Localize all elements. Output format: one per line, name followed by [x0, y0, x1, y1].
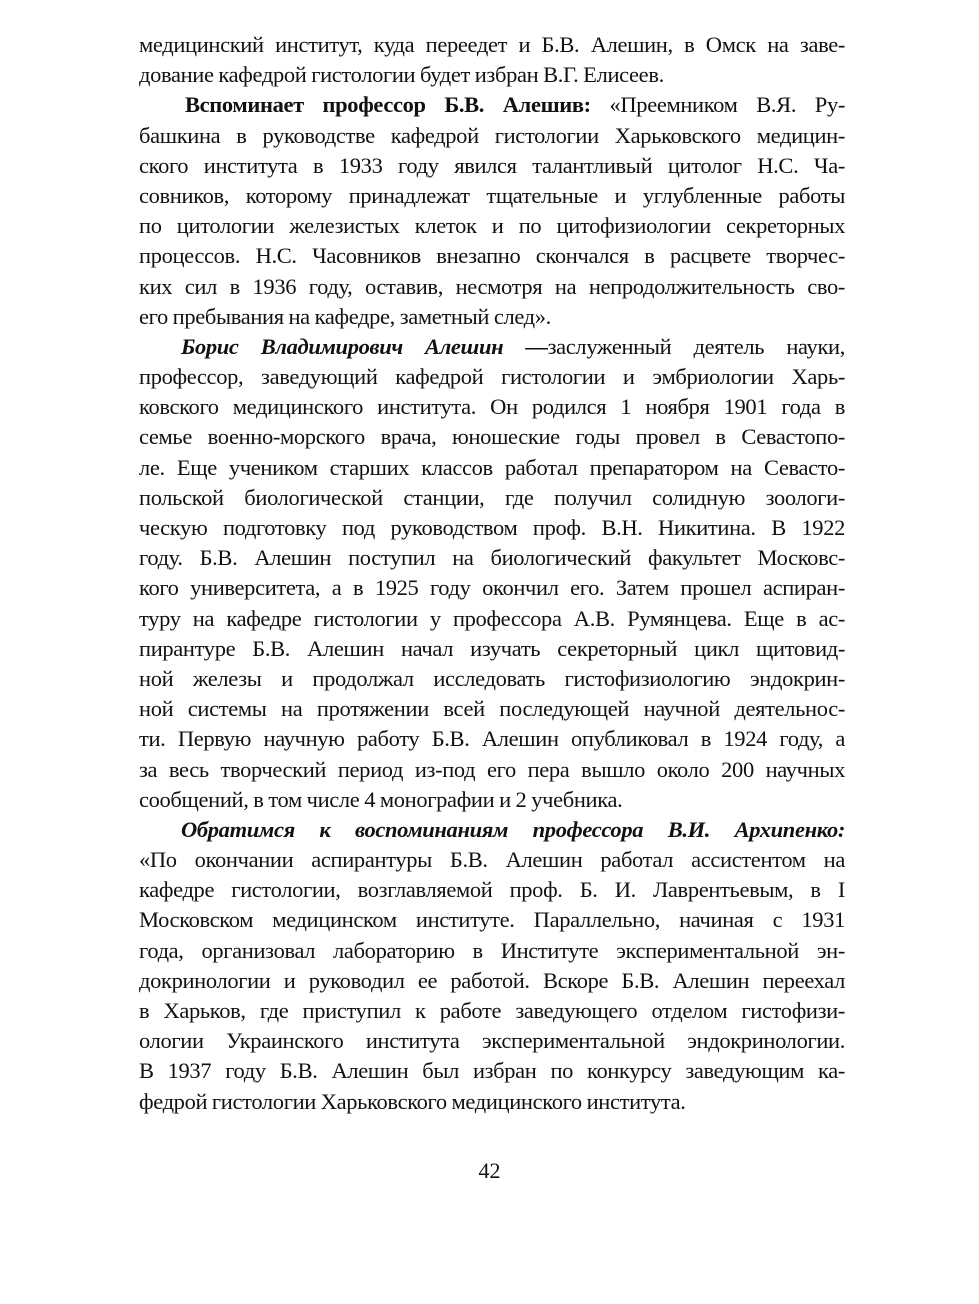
text-line: башкина в руководстве кафедрой гистологии Харьковского медицин- [139, 122, 845, 148]
text-line: профессор, заведующий кафедрой гистологии и эмбриологии Харь- [139, 364, 845, 390]
text-line: пирантуре Б.В. Алешин начал изучать секреторный цикл щитовид- [139, 635, 845, 661]
paragraph-lead-bold: Вспоминает профессор Б.В. Алешив: [185, 92, 591, 118]
text-line: ной системы на протяжении всей последующей научной деятельнос- [139, 696, 845, 722]
text-line: году. Б.В. Алешин поступил на биологический факультет Московс- [139, 545, 845, 571]
paragraph-lead-bold-italic: Борис Владимирович Алешин — [181, 333, 548, 359]
text-line [139, 815, 845, 845]
text-line: ной железы и продолжал исследовать гистофизиологию эндокрин- [139, 665, 845, 691]
text-line: совников, которому принадлежат тщательные и углубленные работы [139, 182, 845, 208]
text-line: кафедре гистологии, возглавляемой проф. Б. И. Лаврентьевым, в I [139, 877, 845, 903]
text-line: ческую подготовку под руководством проф. В.Н. Никитина. В 1922 [139, 515, 845, 540]
text-line: его пребывания на кафедре, заметный след». [139, 303, 551, 329]
text-line: туру на кафедре гистологии у профессора А.В. Румянцева. Еще в ас- [139, 605, 845, 631]
text-line: Московском медицинском институте. Параллельно, начиная с 1931 [139, 907, 845, 933]
text-line: медицинский институт, куда переедет и Б.В. Алешин, в Омск на заве- [139, 32, 845, 57]
text-line: польской биологической станции, где получил солидную зоологи- [139, 484, 845, 510]
text-line: кого университета, а в 1925 году окончил его. Затем прошел аспиран- [139, 575, 845, 601]
page-number: 42 [478, 1158, 501, 1183]
text-line: по цитологии железистых клеток и по цитофизиологии секреторных [139, 213, 845, 239]
text-line: ковского медицинского института. Он родился 1 ноября 1901 года в [139, 394, 845, 420]
text-line: «По окончании аспирантуры Б.В. Алешин работал ассистентом на [139, 847, 845, 873]
text-line: ти. Первую научную работу Б.В. Алешин опубликовал в 1924 году, а [139, 726, 845, 752]
text-line: за весь творческий период из-под его пера вышло около 200 научных [139, 756, 845, 782]
text-line: в Харьков, где приступил к работе заведующего отделом гистофизи- [139, 998, 845, 1023]
text-line: ского института в 1933 году явился талантливый цитолог Н.С. Ча- [139, 152, 845, 178]
text-span: заслуженный деятель науки, [547, 333, 845, 359]
text-line: ких сил в 1936 году, оставив, несмотря на непродолжительность сво- [139, 273, 845, 299]
text-line: семье военно-морского врача, юношеские годы провел в Севастопо- [139, 424, 845, 450]
text-line: ологии Украинского института экспериментальной эндокринологии. [139, 1028, 845, 1054]
text-line: докринологии и руководил ее работой. Вскоре Б.В. Алешин переехал [139, 967, 845, 993]
text-line: федрой гистологии Харьковского медицинского института. [139, 1088, 686, 1114]
text-line: дование кафедрой гистологии будет избран В.Г. Елисеев. [139, 62, 664, 88]
text-line [139, 332, 845, 362]
text-line: В 1937 году Б.В. Алешин был избран по конкурсу заведующим ка- [139, 1058, 845, 1084]
text-line: сообщений, в том числе 4 монографии и 2 учебника. [139, 786, 623, 812]
text-line: процессов. Н.С. Часовников внезапно скончался в расцвете творчес- [139, 243, 845, 269]
text-span: «Преемником В.Я. Ру- [590, 92, 845, 118]
text-line: года, организовал лабораторию в Институте экспериментальной эн- [139, 937, 845, 963]
paragraph-lead-bold-italic: Обратимся к воспоминаниям профессора В.И. Архипенко: [181, 816, 845, 842]
body-text [139, 30, 845, 1117]
text-line [139, 90, 845, 120]
text-line: ле. Еще учеником старших классов работал препаратором на Севасто- [139, 454, 845, 480]
